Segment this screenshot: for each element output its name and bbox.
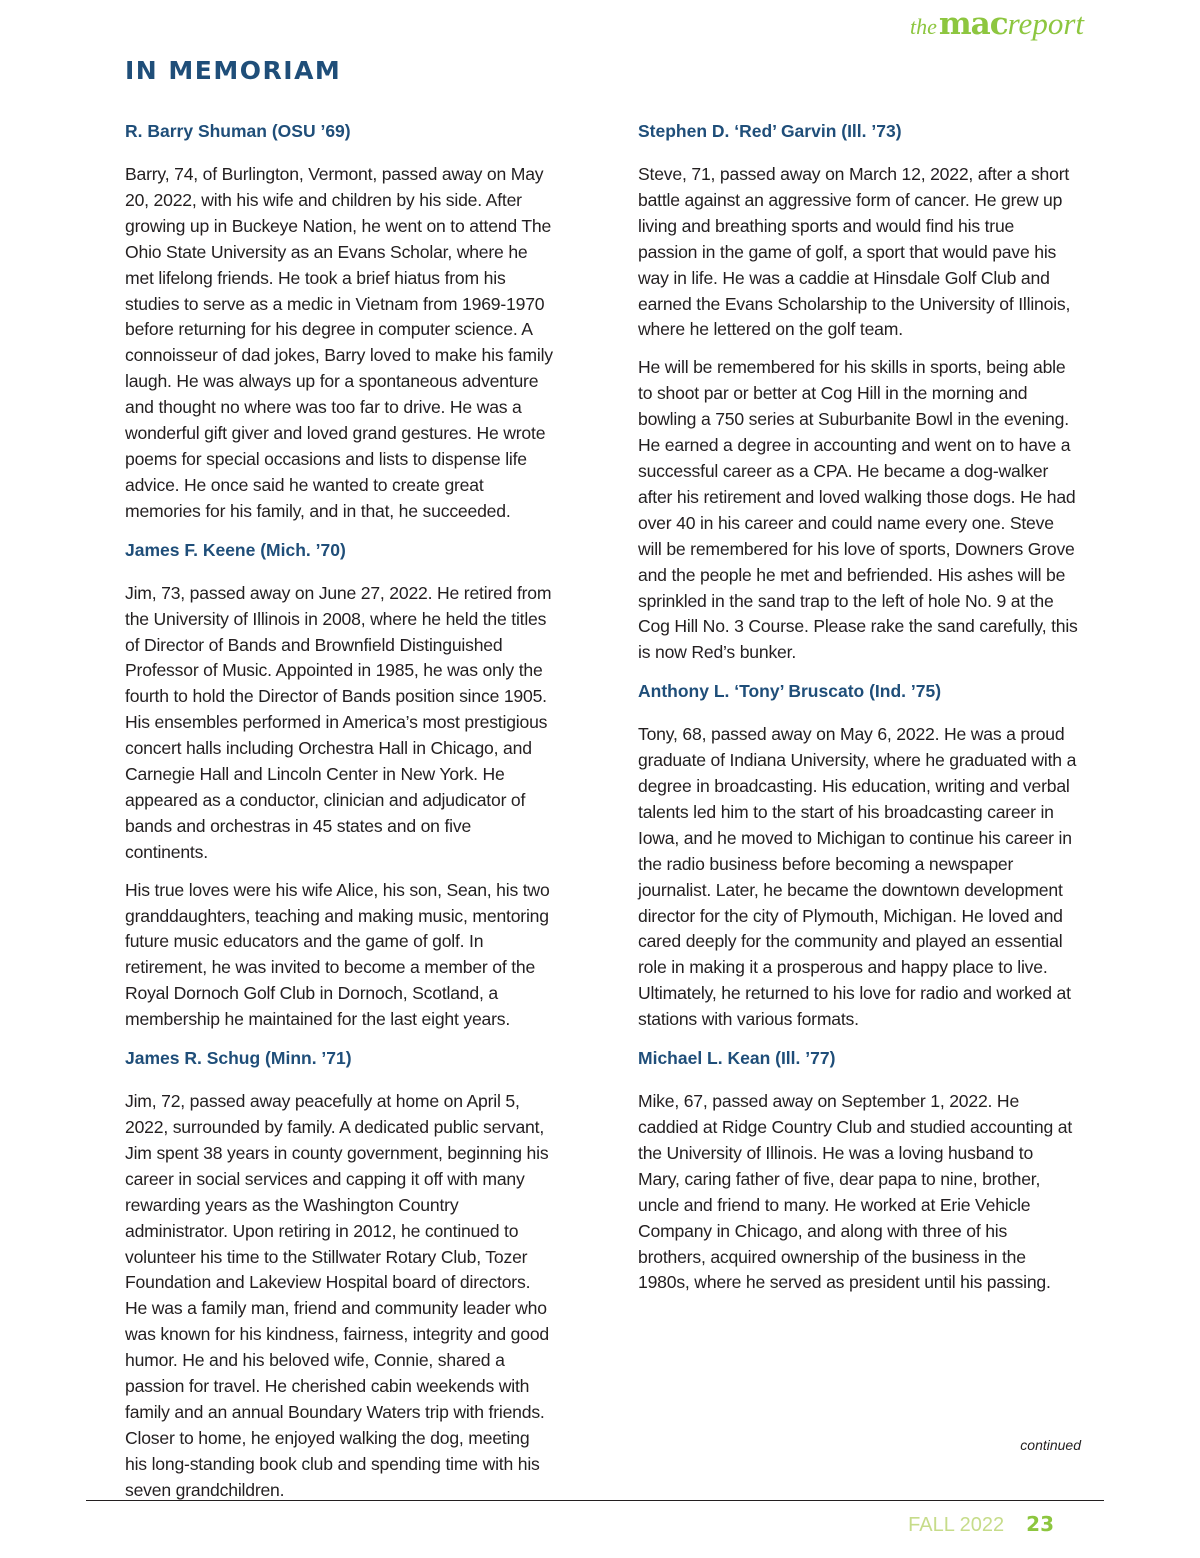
obituary-entry [638,118,1078,666]
obituary-name: Michael L. Kean (Ill. ’77) [638,1048,836,1069]
obituary-name: R. Barry Shuman (OSU ’69) [125,121,351,141]
obituary-name: James F. Keene (Mich. ’70) [125,539,346,560]
obituary-paragraph: Barry, 74, of Burlington, Vermont, passed away on May 20, 2022, with his wife and children by his side. After growing up in Buckeye Nation, he went on to attend The Ohio State University as an Evans Scholar, where he met lifelong friends. He took a brief hiatus from his studies to serve as a medic in Vietnam from 1969-1970 before returning for his degree in computer science. A connoisseur of dad jokes, Barry loved to make his family laugh. He was always up for a spontaneous adventure and thought no where was too far to drive. He was a wonderful gift giver and loved grand gestures. He wrote poems for special occasions and lists to dispense life advice. He once said he wanted to create great memories for his family, and in that, he succeeded. [125,164,553,521]
continued-note: continued [1020,1437,1081,1453]
footer-divider [86,1500,1104,1501]
obituary-paragraph: He will be remembered for his skills in sports, being able to shoot par or better at Cog Hill in the morning and bowling a 750 series at Suburbanite Bowl in the evening. He earned a degree in accounting and went on to have a successful career as a CPA. He became a dog-walker after his retirement and loved walking those dogs. He had over 40 in his career and could name every one. Steve will be remembered for his love of sports, Downers Grove and the people he met and befriended. His ashes will be sprinkled in the sand trap to the left of hole No. 9 at the Cog Hill No. 3 Course. Please rake the sand carefully, this is now Red’s bunker. [638,357,1078,663]
page-footer [908,1512,1054,1537]
obituary-name: Anthony L. ‘Tony’ Bruscato (Ind. ’75) [638,681,942,702]
obituary-paragraph: Tony, 68, passed away on May 6, 2022. He was a proud graduate of Indiana University, where he graduated with a degree in broadcasting. His education, writing and verbal talents led him to the start of his broadcasting career in Iowa, and he moved to Michigan to continue his career in the radio business before becoming a newspaper journalist. Later, he became the downtown development director for the city of Plymouth, Michigan. He loved and cared deeply for the community and played an essential role in making it a prosperous and happy place to live. Ultimately, he returned to his love for radio and worked at stations with various formats. [638,724,1077,1030]
obituary-paragraph: Mike, 67, passed away on September 1, 2022. He caddied at Ridge Country Club and studied accounting at the University of Illinois. He was a loving husband to Mary, caring father of five, dear papa to nine, brother, uncle and friend to many. He worked at Erie Vehicle Company in Chicago, and along with three of his brothers, acquired ownership of the business in the 1980s, where he served as president until his passing. [638,1091,1073,1293]
obituary-paragraph: His true loves were his wife Alice, his son, Sean, his two granddaughters, teaching and making music, mentoring future music educators and the game of golf. In retirement, he was invited to become a member of the Royal Dornoch Golf Club in Dornoch, Scotland, a membership he maintained for the last eight years. [125,879,550,1030]
obituary-entry [125,537,555,1033]
section-title: IN MEMORIAM [125,56,342,85]
masthead-logo [910,6,1084,42]
footer-issue: FALL 2022 [908,1514,1005,1536]
obituary-paragraph: Jim, 72, passed away peacefully at home on April 5, 2022, surrounded by family. A dedicated public servant, Jim spent 38 years in county government, beginning his career in social services and capping it off with many rewarding years as the Washington Country administrator. Upon retiring in 2012, he continued to volunteer his time to the Stillwater Rotary Club, Tozer Foundation and Lakeview Hospital board of directors. He was a family man, friend and community leader who was known for his kindness, fairness, integrity and good humor. He and his beloved wife, Connie, shared a passion for travel. He cherished cabin weekends with family and an annual Boundary Waters trip with friends. Closer to home, he enjoyed walking the dog, meeting his long-standing book club and spending time with his seven grandchildren. [125,1091,549,1500]
obituary-entry [125,118,555,525]
masthead-the: the [909,14,937,39]
obituary-paragraph: Steve, 71, passed away on March 12, 2022, after a short battle against an aggressive form of cancer. He grew up living and breathing sports and would find his true passion in the game of golf, a sport that would pave his way in life. He was a caddie at Hinsdale Golf Club and earned the Evans Scholarship to the University of Illinois, where he lettered on the golf team. [638,164,1071,340]
obituary-name: James R. Schug (Minn. ’71) [125,1048,352,1069]
obituary-entry [125,1045,555,1504]
obituary-name: Stephen D. ‘Red’ Garvin (Ill. ’73) [638,121,902,141]
obituary-entry [638,1045,1078,1296]
masthead-mac: mac [938,6,1008,42]
page-number: 23 [1026,1512,1054,1536]
right-column [638,116,1078,1308]
obituary-paragraph: Jim, 73, passed away on June 27, 2022. He retired from the University of Illinois in 2008, where he held the titles of Director of Bands and Brownfield Distinguished Professor of Music. Appointed in 1985, he was only the fourth to hold the Director of Bands position since 1905. His ensembles performed in America’s most prestigious concert halls including Orchestra Hall in Chicago, and Carnegie Hall and Lincoln Center in New York. He appeared as a conductor, clinician and adjudicator of bands and orchestras in 45 states and on five continents. [125,582,552,862]
obituary-entry [638,678,1078,1033]
left-column [125,116,555,1516]
masthead-report: report [1007,6,1084,41]
